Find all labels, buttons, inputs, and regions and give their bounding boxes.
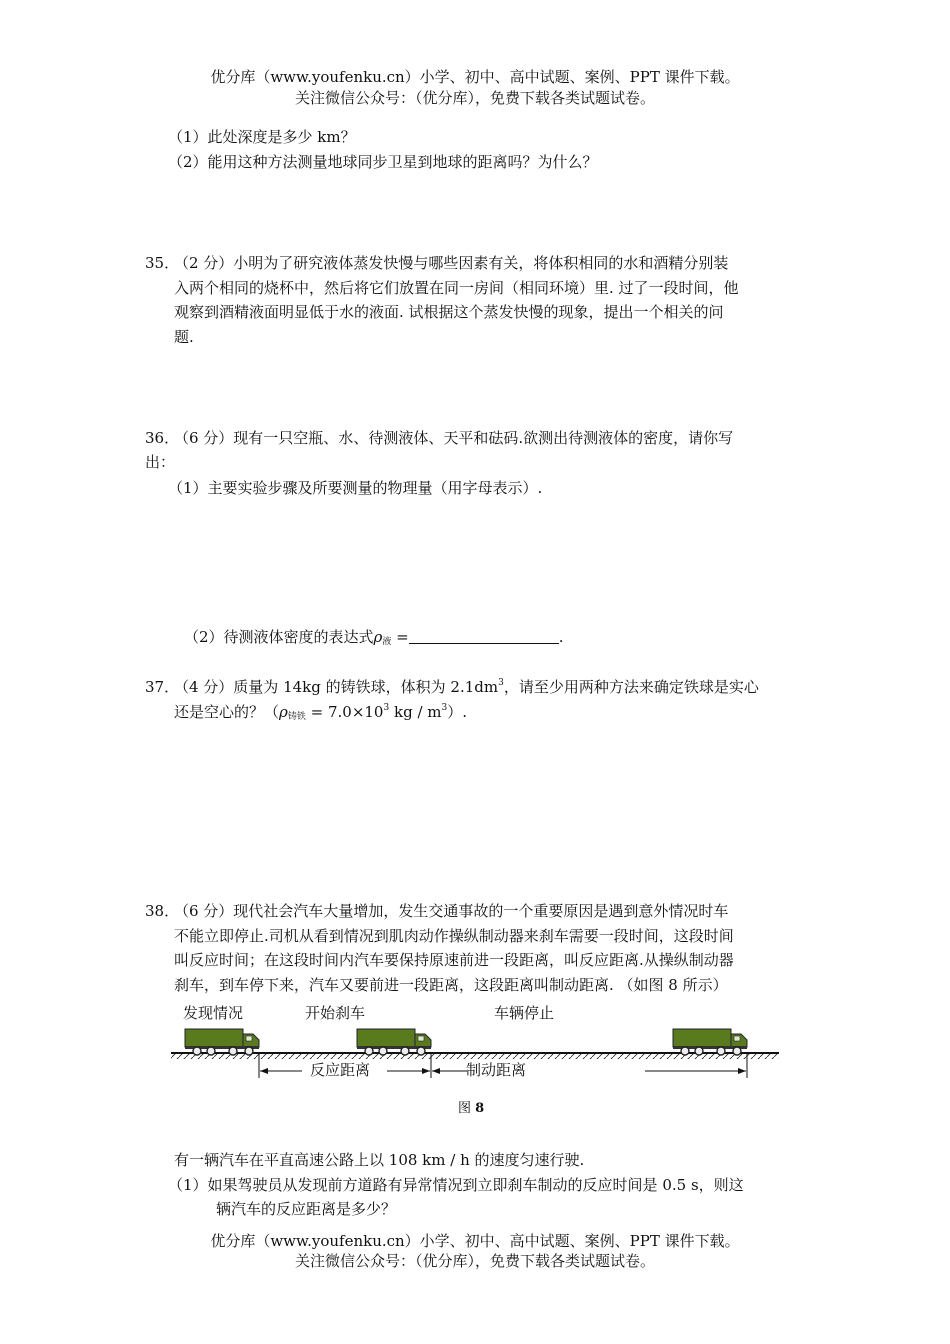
q37-line1-sup: 3 <box>498 678 504 688</box>
q36-line1: （6 分）现有一只空瓶、水、待测液体、天平和砝码.欲测出待测液体的密度，请你写 <box>174 429 734 447</box>
q38-line3: 叫反应时间；在这段时间内汽车要保持原速前进一段距离，叫反应距离.从操纵制动器 <box>174 951 734 969</box>
q36-sub2-suffix: = <box>396 628 409 646</box>
q36-sub2-prefix: （2）待测液体密度的表达式 <box>184 628 374 646</box>
q36-sub1: （1）主要实验步骤及所要测量的物理量（用字母表示）. <box>168 479 543 497</box>
rho-symbol: ρ <box>279 703 288 721</box>
header-line-2: 关注微信公众号：（优分库），免费下载各类试题试卷。 <box>294 89 655 107</box>
q38-line2: 不能立即停止.司机从看到情况到肌肉动作操纵制动器来刹车需要一段时间，这段时间 <box>174 927 734 945</box>
q37-line2-c: kg / m <box>389 703 442 721</box>
q37-line1 <box>174 676 759 697</box>
q34-sub1: （1）此处深度是多少 km？ <box>168 128 356 146</box>
label-find: 发现情况 <box>183 1004 244 1022</box>
label-brake: 开始刹车 <box>305 1004 366 1022</box>
truck-icon <box>185 1029 259 1055</box>
q35-line2: 入两个相同的烧杯中，然后将它们放置在同一房间（相同环境）里. 过了一段时间，他 <box>174 279 739 297</box>
q38-line4: 刹车，到车停下来，汽车又要前进一段距离，这段距离叫制动距离. （如图 8 所示） <box>174 976 728 994</box>
footer-line-1: 优分库（www.youfenku.cn）小学、初中、高中试题、案例、PPT 课件下载。 <box>210 1232 740 1250</box>
footer-line-2: 关注微信公众号：（优分库），免费下载各类试题试卷。 <box>294 1252 655 1270</box>
rho-subscript: 铸铁 <box>287 712 306 722</box>
rho-subscript: 液 <box>382 637 392 647</box>
q36-sub2 <box>184 626 564 647</box>
q34-sub2: （2）能用这种方法测量地球同步卫星到地球的距离吗？为什么？ <box>168 153 598 171</box>
q37-line2-sup2: 3 <box>441 703 448 713</box>
caption-number: 8 <box>475 1101 485 1116</box>
q37-line1-a: （4 分）质量为 14kg 的铸铁球，体积为 2.1dm <box>174 678 499 696</box>
truck-icon <box>673 1029 747 1055</box>
label-stop: 车辆停止 <box>494 1004 555 1022</box>
label-braking-distance: 制动距离 <box>466 1061 527 1079</box>
q37-line2-b: = 7.0×10 <box>305 703 384 721</box>
q36-number: 36． <box>145 429 180 447</box>
q38-intro: 有一辆汽车在平直高速公路上以 108 km / h 的速度匀速行驶. <box>174 1151 585 1169</box>
q37-line1-b: ，请至少用两种方法来确定铁球是实心 <box>503 678 759 696</box>
q38-number: 38． <box>145 902 180 920</box>
header-line-1: 优分库（www.youfenku.cn）小学、初中、高中试题、案例、PPT 课件下载。 <box>210 68 740 86</box>
q38-sub1-line1: （1）如果驾驶员从发现前方道路有异常情况到立即刹车制动的反应时间是 0.5 s，则这 <box>168 1176 744 1194</box>
q37-line2-d: ）. <box>447 703 468 721</box>
rho-symbol: ρ <box>373 628 383 646</box>
q35-line3: 观察到酒精液面明显低于水的液面. 试根据这个蒸发快慢的现象，提出一个相关的问 <box>174 303 724 321</box>
label-reaction-distance: 反应距离 <box>310 1061 371 1079</box>
answer-blank[interactable] <box>409 629 559 644</box>
truck-icon <box>357 1029 431 1055</box>
q36-line2: 出： <box>145 453 176 471</box>
q37-line2 <box>174 701 467 722</box>
figure-caption <box>458 1097 484 1116</box>
caption-prefix: 图 <box>458 1101 476 1116</box>
q35-number: 35． <box>145 254 180 272</box>
q38-line1: （6 分）现代社会汽车大量增加，发生交通事故的一个重要原因是遇到意外情况时车 <box>174 902 729 920</box>
q36-sub2-end: . <box>558 628 564 646</box>
q37-number: 37． <box>145 678 180 696</box>
q37-line2-sup1: 3 <box>383 703 390 713</box>
q35-line4: 题. <box>174 328 194 346</box>
q35-line1: （2 分）小明为了研究液体蒸发快慢与哪些因素有关，将体积相同的水和酒精分别装 <box>174 254 729 272</box>
q38-sub1-line2: 辆汽车的反应距离是多少？ <box>216 1200 397 1218</box>
q37-line2-a: 还是空心的？（ <box>174 703 280 721</box>
